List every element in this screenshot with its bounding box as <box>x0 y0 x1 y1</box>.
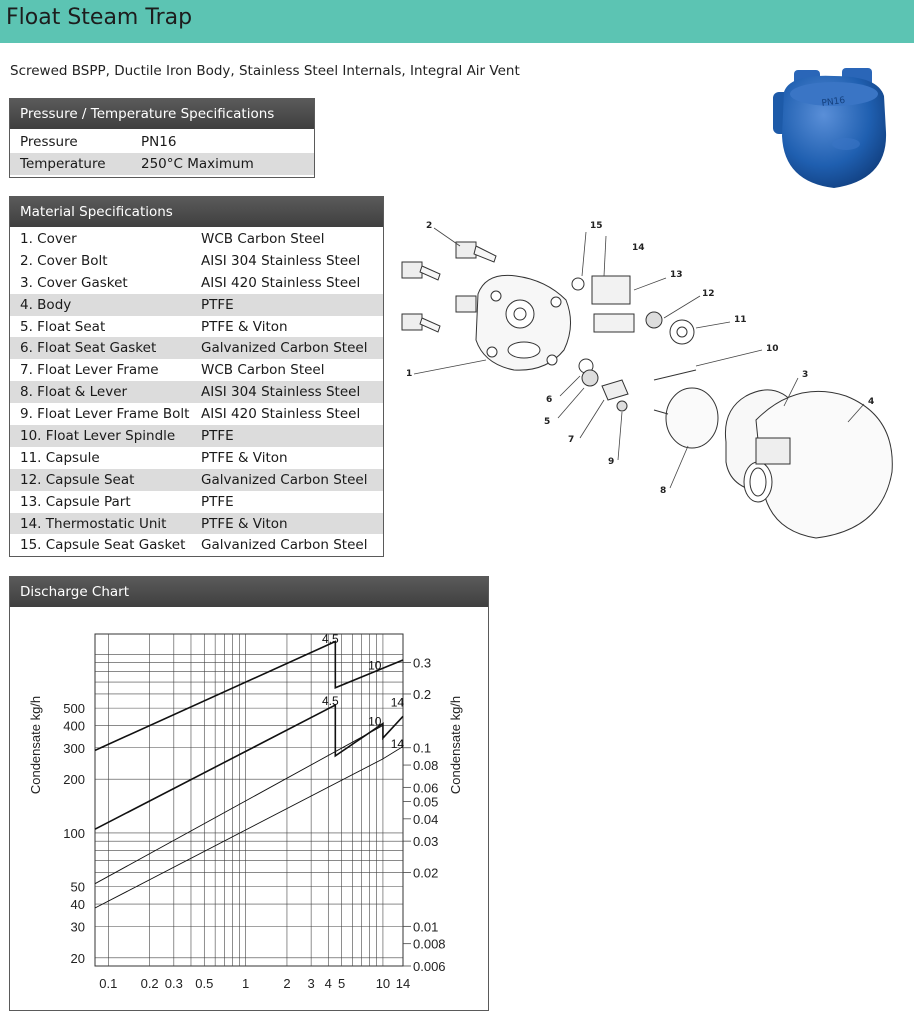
part-name: 14. Thermostatic Unit <box>20 515 167 532</box>
callout-10: 10 <box>766 344 779 354</box>
part-material: AISI 304 Stainless Steel <box>201 384 361 401</box>
cover-drawing <box>476 275 571 370</box>
curve-pressure-label: 4.5 <box>322 694 339 709</box>
material-row <box>10 447 383 469</box>
material-row <box>10 316 383 338</box>
x-tick-label: 14 <box>395 976 411 991</box>
material-row <box>10 228 383 250</box>
callout-15: 15 <box>590 221 603 231</box>
x-tick-label: 0.2 <box>140 976 159 991</box>
y-right-tick-label: 0.1 <box>413 740 432 756</box>
material-row <box>10 250 383 272</box>
part-material: WCB Carbon Steel <box>201 231 325 247</box>
callout-5: 5 <box>544 417 551 427</box>
x-tick-label: 10 <box>375 976 391 991</box>
callout-7: 7 <box>568 435 575 445</box>
x-tick-label: 0.5 <box>195 976 214 991</box>
spec-row-temperature <box>10 153 314 175</box>
curve-pressure-label: 14 <box>390 736 405 751</box>
casting-text: PN16 <box>821 95 846 109</box>
curve-pressure-label: 10 <box>368 714 382 729</box>
spec-row-pressure <box>10 131 314 153</box>
y-right-tick-label: 0.008 <box>413 936 446 952</box>
x-tick-label: 4 <box>324 976 332 991</box>
part-name: 12. Capsule Seat <box>20 471 135 488</box>
callout-4: 4 <box>868 397 875 407</box>
material-row <box>10 294 383 316</box>
y-right-axis-label: Condensate kg/h <box>448 695 463 795</box>
material-row <box>10 534 383 556</box>
discharge-curve <box>95 705 403 829</box>
y-right-tick-label: 0.01 <box>413 919 439 935</box>
y-right-tick-label: 0.03 <box>413 834 439 850</box>
steam-trap-photo <box>770 62 900 192</box>
discharge-curve <box>95 759 383 908</box>
y-left-tick-label: 300 <box>63 740 85 756</box>
page-title: Float Steam Trap <box>6 5 193 30</box>
part-material: PTFE & Viton <box>201 515 288 532</box>
pressure-temperature-heading: Pressure / Temperature Specifications <box>10 99 314 129</box>
material-specifications-heading: Material Specifications <box>10 197 383 227</box>
material-row <box>10 272 383 294</box>
material-row <box>10 337 383 359</box>
part-material: AISI 304 Stainless Steel <box>201 252 361 269</box>
body-drawing <box>725 390 892 538</box>
float-drawing <box>654 388 718 448</box>
plot-frame <box>95 631 403 966</box>
spec-value: 250°C Maximum <box>141 156 254 172</box>
y-left-axis-label: Condensate kg/h <box>28 695 43 795</box>
part-name: 10. Float Lever Spindle <box>20 428 176 445</box>
discharge-chart-heading: Discharge Chart <box>10 577 488 607</box>
x-tick-label: 5 <box>337 976 346 991</box>
part-name: 4. Body <box>20 296 72 313</box>
callout-11: 11 <box>734 315 747 325</box>
callout-13: 13 <box>670 270 683 280</box>
part-material: Galvanized Carbon Steel <box>201 537 368 554</box>
part-name: 5. Float Seat <box>20 318 106 335</box>
x-tick-label: 0.3 <box>164 976 183 991</box>
y-left-tick-label: 30 <box>70 919 85 935</box>
callout-6: 6 <box>546 395 553 405</box>
part-name: 3. Cover Gasket <box>20 274 128 291</box>
part-name: 15. Capsule Seat Gasket <box>20 537 186 554</box>
exploded-parts-diagram <box>396 210 896 545</box>
material-row <box>10 381 383 403</box>
discharge-chart <box>10 607 488 1010</box>
part-material: AISI 420 Stainless Steel <box>201 274 361 291</box>
y-left-tick-label: 20 <box>70 950 85 966</box>
material-row <box>10 425 383 447</box>
part-name: 13. Capsule Part <box>20 493 131 510</box>
y-right-tick-label: 0.3 <box>413 655 432 671</box>
y-right-tick-label: 0.02 <box>413 865 439 881</box>
part-material: PTFE & Viton <box>201 449 288 466</box>
part-name: 6. Float Seat Gasket <box>20 340 157 357</box>
part-material: PTFE & Viton <box>201 318 288 335</box>
y-left-tick-label: 40 <box>70 897 85 913</box>
callout-2: 2 <box>426 221 433 231</box>
part-name: 1. Cover <box>20 231 77 247</box>
callout-3: 3 <box>802 370 809 380</box>
material-row <box>10 513 383 535</box>
title-bar <box>0 0 914 43</box>
spec-value: PN16 <box>141 134 177 150</box>
curve-pressure-label: 10 <box>368 658 382 673</box>
material-row <box>10 491 383 513</box>
y-right-tick-label: 0.2 <box>413 686 432 702</box>
part-name: 2. Cover Bolt <box>20 252 108 269</box>
part-material: Galvanized Carbon Steel <box>201 340 368 357</box>
x-tick-label: 3 <box>307 976 315 991</box>
y-left-tick-label: 100 <box>63 825 85 841</box>
curve-pressure-label: 14 <box>390 695 405 710</box>
part-material: PTFE <box>201 296 234 313</box>
capsule-parts-drawing <box>572 276 696 411</box>
x-tick-label: 0.1 <box>99 976 118 991</box>
part-material: AISI 420 Stainless Steel <box>201 406 361 423</box>
y-left-tick-label: 400 <box>63 718 85 734</box>
y-right-tick-label: 0.04 <box>413 811 439 827</box>
y-right-tick-label: 0.006 <box>413 958 446 974</box>
discharge-chart-panel <box>9 576 489 1011</box>
part-name: 7. Float Lever Frame <box>20 362 159 379</box>
pressure-temperature-panel <box>9 98 315 178</box>
spec-label: Temperature <box>20 156 106 172</box>
product-subtitle: Screwed BSPP, Ductile Iron Body, Stainless Steel Internals, Integral Air Vent <box>10 63 520 79</box>
y-right-tick-label: 0.08 <box>413 758 439 774</box>
discharge-curve <box>95 642 403 751</box>
material-specifications-panel <box>9 196 384 557</box>
part-material: PTFE <box>201 493 234 510</box>
x-tick-label: 1 <box>242 976 250 991</box>
x-tick-label: 2 <box>283 976 291 991</box>
part-material: WCB Carbon Steel <box>201 362 325 379</box>
y-left-tick-label: 50 <box>70 879 85 895</box>
callout-1: 1 <box>406 369 413 379</box>
y-left-tick-label: 200 <box>63 772 85 788</box>
curve-pressure-label: 4.5 <box>322 631 339 646</box>
callout-9: 9 <box>608 457 615 467</box>
spec-label: Pressure <box>20 134 78 150</box>
part-name: 11. Capsule <box>20 449 100 466</box>
callout-12: 12 <box>702 289 715 299</box>
material-row <box>10 469 383 491</box>
part-name: 9. Float Lever Frame Bolt <box>20 406 190 423</box>
part-material: Galvanized Carbon Steel <box>201 471 368 488</box>
material-row <box>10 359 383 381</box>
callout-8: 8 <box>660 486 667 496</box>
y-right-tick-label: 0.05 <box>413 794 439 810</box>
y-left-tick-label: 500 <box>63 701 85 717</box>
callout-14: 14 <box>632 243 645 253</box>
part-material: PTFE <box>201 428 234 445</box>
material-row <box>10 403 383 425</box>
y-right-tick-label: 0.06 <box>413 780 439 796</box>
part-name: 8. Float & Lever <box>20 384 128 401</box>
